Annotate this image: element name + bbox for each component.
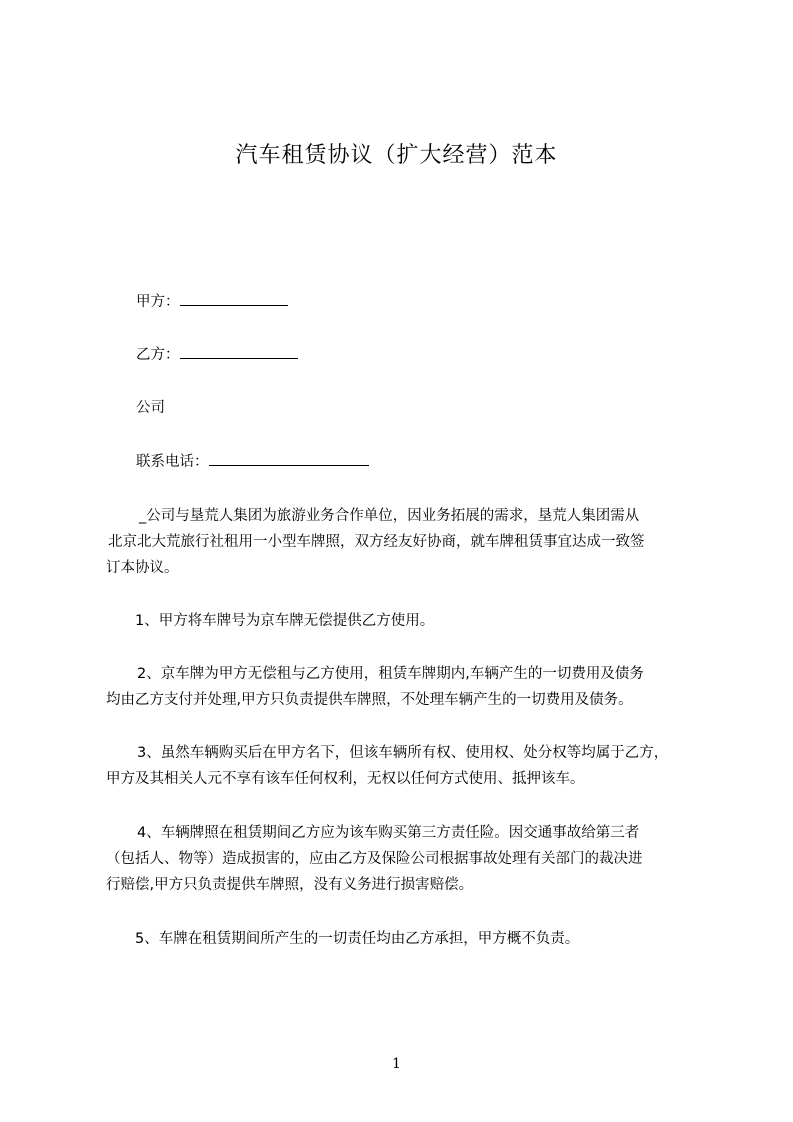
clause-4-paragraph xyxy=(106,820,706,898)
phone-label: 联系电话： xyxy=(136,454,209,470)
intro-line-1: _公司与垦荒人集团为旅游业务合作单位，因业务拓展的需求，垦荒人集团需从 xyxy=(139,508,640,524)
clause-4-line-1: 4、车辆牌照在租赁期间乙方应为该车购买第三方责任险。因交通事故给第三者 xyxy=(137,825,640,841)
clause-2-line-1: 2、京车牌为甲方无偿租与乙方使用，租赁车牌期内,车辆产生的一切费用及债务 xyxy=(137,666,644,682)
clause-4-line-2: （包括人、物等）造成损害的，应由乙方及保险公司根据事故处理有关部门的裁决进 xyxy=(106,851,643,867)
document-title: 汽车租赁协议（扩大经营）范本 xyxy=(235,143,558,168)
intro-paragraph xyxy=(106,503,706,581)
clause-2-paragraph xyxy=(106,661,706,713)
clause-4-line-3: 行赔偿,甲方只负责提供车牌照，没有义务进行损害赔偿。 xyxy=(106,877,474,893)
clause-5-paragraph xyxy=(106,926,706,952)
clause-3-line-1: 3、虽然车辆购买后在甲方名下，但该车辆所有权、使用权、处分权等均属于乙方， xyxy=(137,745,669,761)
phone-line xyxy=(136,451,369,472)
party-a-blank xyxy=(180,291,288,306)
clause-3-paragraph xyxy=(106,740,706,792)
clause-5-line-1: 5、车牌在租赁期间所产生的一切责任均由乙方承担，甲方概不负责。 xyxy=(135,931,580,947)
party-a-line xyxy=(136,291,288,312)
phone-blank xyxy=(209,451,369,466)
party-a-label: 甲方： xyxy=(136,294,180,310)
page-number: 1 xyxy=(392,1056,401,1072)
party-b-label: 乙方： xyxy=(136,347,180,363)
party-b-blank xyxy=(180,344,298,359)
party-b-line xyxy=(136,344,298,365)
company-line xyxy=(136,398,165,418)
clause-1-line-1: 1、甲方将车牌号为京车牌无偿提供乙方使用。 xyxy=(135,613,435,629)
clause-2-line-2: 均由乙方支付并处理,甲方只负责提供车牌照，不处理车辆产生的一切费用及债务。 xyxy=(106,692,633,708)
intro-line-3: 订本协议。 xyxy=(106,560,179,576)
clause-1-paragraph xyxy=(106,608,706,634)
clause-3-line-2: 甲方及其相关人元不享有该车任何权利，无权以任何方式使用、抵押该车。 xyxy=(106,771,585,787)
intro-line-2: 北京北大荒旅行社租用一小型车牌照，双方经友好协商，就车牌租赁事宜达成一致签 xyxy=(108,534,645,550)
company-label: 公司 xyxy=(136,400,165,416)
